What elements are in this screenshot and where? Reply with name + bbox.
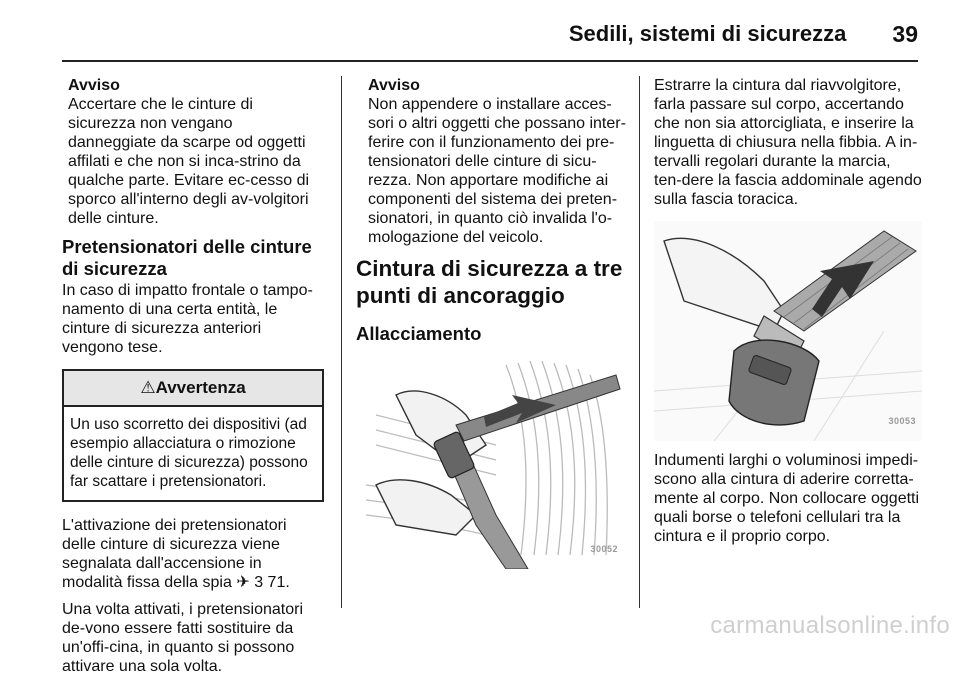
section-heading: Pretensionatori delle cinture di sicurezza bbox=[62, 236, 312, 279]
figure-number: 30052 bbox=[590, 544, 618, 554]
watermark: carmanualsonline.info bbox=[710, 612, 950, 639]
header-rule bbox=[62, 60, 918, 62]
activation-text: L'attivazione dei pretensionatori delle cinture di sicurezza viene segnalata dall'accensione in modalità fissa della spia bbox=[62, 517, 287, 591]
seatbelt-fastening-illustration bbox=[356, 355, 624, 569]
intro-paragraph: In caso di impatto frontale o tampo-namento di una certa entità, le cinture di sicurezza anteriori vengono tese. bbox=[62, 282, 313, 356]
warning-box bbox=[62, 369, 324, 502]
page-number: 39 bbox=[892, 20, 918, 47]
page-ref-number[interactable]: 71. bbox=[267, 574, 290, 591]
column-1 bbox=[62, 76, 324, 684]
clothing-paragraph: Indumenti larghi o voluminosi impedi-scono alla cintura di aderire corretta-mente al corpo. Non collocare oggetti quali borse o telefoni cellulari tra la cintura e il proprio corpo. bbox=[654, 452, 920, 545]
subsection-heading: Allacciamento bbox=[356, 323, 482, 344]
figure-number: 30053 bbox=[888, 416, 916, 426]
section-heading: Cintura di sicurezza a tre punti di ancoraggio bbox=[356, 256, 623, 308]
notice-box bbox=[62, 76, 324, 228]
column-3 bbox=[654, 76, 922, 554]
page-header bbox=[569, 14, 918, 54]
buckle-illustration bbox=[654, 221, 922, 441]
column-divider-1 bbox=[341, 76, 342, 608]
column-2 bbox=[356, 76, 628, 569]
column-divider-2 bbox=[639, 76, 640, 608]
buckle-drawing bbox=[654, 221, 922, 441]
warning-icon: ⚠ bbox=[140, 378, 156, 397]
notice-box bbox=[356, 76, 628, 247]
notice-text: Accertare che le cinture di sicurezza non vengano danneggiate da scarpe od oggetti affilati e che non si inca-strino da qualche parte. Evitare ec-cesso di sporco all'interno degli av-volgitori delle cinture. bbox=[68, 96, 310, 227]
section-title: Sedili, sistemi di sicurezza bbox=[568, 21, 847, 46]
notice-title: Avviso bbox=[368, 77, 420, 94]
warning-text: Un uso scorretto dei dispositivi (ad esempio allacciatura o rimozione delle cinture di sicurezza) possono far scattare i pretensionatori. bbox=[70, 416, 308, 490]
seatbelt-drawing bbox=[356, 355, 624, 569]
warning-title: Avvertenza bbox=[155, 378, 246, 397]
notice-title: Avviso bbox=[68, 77, 120, 94]
page-ref-arrow-icon: 3 bbox=[254, 574, 264, 591]
seatbelt-warning-icon: ✈ bbox=[236, 574, 250, 591]
notice-text: Non appendere o installare acces-sori o altri oggetti che possano inter-ferire con il funzionamento dei pre-tensionatori delle cinture di sicu-rezza. Non apportare modifiche ai componenti del sistema dei preten-sionatori, in quanto ciò invalida l'o-mologazione del veicolo. bbox=[368, 96, 626, 246]
fastening-paragraph: Estrarre la cintura dal riavvolgitore, farla passare sul corpo, accertando che non sia attorcigliata, e inserire la linguetta di chiusura nella fibbia. A in-tervalli regolari durante la marcia, ten-dere la fascia addominale agendo sulla fascia toracica. bbox=[654, 77, 922, 208]
activation-paragraph bbox=[62, 516, 324, 592]
warning-header bbox=[64, 371, 322, 407]
replacement-paragraph: Una volta attivati, i pretensionatori de-vono essere fatti sostituire da un'offi-cina, in quanto si possono attivare una sola volta. bbox=[62, 601, 304, 675]
